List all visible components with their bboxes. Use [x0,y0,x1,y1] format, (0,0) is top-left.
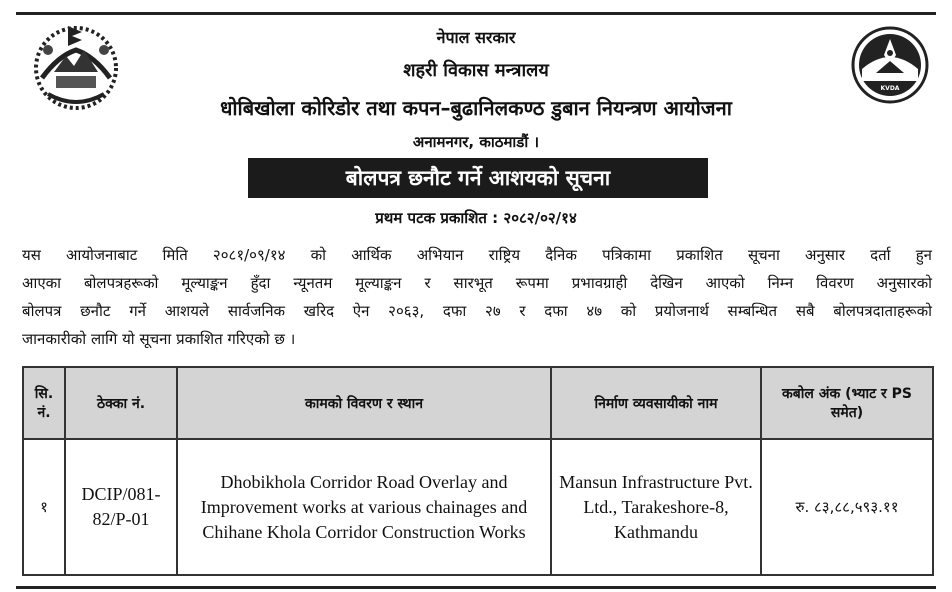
government-name: नेपाल सरकार [436,28,516,47]
ministry-name: शहरी विकास मन्त्रालय [403,60,549,81]
bid-table [22,366,934,576]
table-header-row [23,367,933,439]
body-line: बोलपत्र छनौट गर्ने आशयले सार्वजनिक खरिद ऐन २०६३, दफा २७ र दफा ४७ को प्रयोजनार्थ सम्बन्धित सबै बोलपत्रदाताहरूको [22,302,932,320]
kvda-logo-text: KVDA [880,85,900,92]
header-contractor-name: निर्माण व्यवसायीको नाम [551,367,761,439]
body-line: यस आयोजनाबाट मिति २०८१/०९/१४ को आर्थिक अभियान राष्ट्रिय दैनिक पत्रिकामा प्रकाशित सूचना अनुसार दर्ता हुन [22,246,932,264]
first-published-label: प्रथम पटक प्रकाशित : [375,209,499,227]
cell-contractor-name: Mansun Infrastructure Pvt. Ltd., Tarakeshore-8, Kathmandu [551,439,761,575]
header-contract-number: ठेक्का नं. [65,367,177,439]
project-name: धोबिखोला कोरिडोर तथा कपन–बुढानिलकण्ठ डुबान नियन्त्रण आयोजना [220,96,732,120]
body-line: जानकारीको लागि यो सूचना प्रकाशित गरिएको छ । [22,330,296,348]
notice-title: बोलपत्र छनौट गर्ने आशयको सूचना [248,158,708,198]
cell-work-description: Dhobikhola Corridor Road Overlay and Improvement works at various chainages and Chihane Khola Corridor Construction Works [177,439,551,575]
top-rule [16,12,936,15]
body-line: आएका बोलपत्रहरूको मूल्याङ्कन हुँदा न्यूनतम मूल्याङ्कन र सारभूत रूपमा प्रभावग्राही देखिन आएको निम्न विवरण अनुसारको [22,274,932,292]
cell-bid-amount: रु. ८३,८८,५९३.११ [761,439,933,575]
bottom-rule [16,586,936,589]
first-published-date: २०८२/०२/१४ [503,209,577,227]
cell-serial-number: १ [23,439,65,575]
table-row [23,439,933,575]
header-work-description: कामको विवरण र स्थान [177,367,551,439]
cell-contract-number: DCIP/081-82/P-01 [65,439,177,575]
notice-body [22,241,932,353]
office-address: अनामनगर, काठमाडौं । [412,133,540,151]
header-serial-number: सि. नं. [23,367,65,439]
first-published-line [0,208,952,228]
header-bid-amount: कबोल अंक (भ्याट र PS समेत) [761,367,933,439]
